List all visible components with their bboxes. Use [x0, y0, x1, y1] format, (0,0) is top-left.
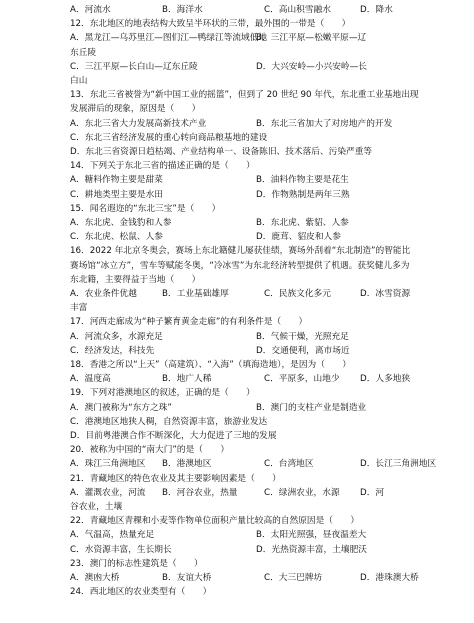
answer-option: D．大兴安岭—小兴安岭—长	[256, 62, 367, 72]
answer-option: B．工业基础雄厚	[162, 289, 229, 299]
answer-option: A．澳门被称为“东方之珠”	[70, 403, 172, 413]
answer-option: D．港珠澳大桥	[360, 573, 419, 583]
options-row	[70, 189, 444, 201]
answer-option: A．澳凼大桥	[70, 573, 120, 583]
question-line: 22．青藏地区青稞和小麦等作物单位面积产量比较高的自然原因是（ ）	[70, 516, 360, 526]
answer-option: B．澳门的支柱产业是制造业	[256, 403, 367, 413]
answer-option: D．人多地狭	[360, 374, 411, 384]
options-row	[70, 544, 444, 556]
options-row	[70, 331, 444, 343]
answer-option: A．东北虎、金钱豹和人参	[70, 218, 172, 228]
question-line: 东北籍，主要得益于当地（ ）	[70, 275, 201, 285]
answer-option: A．珠江三角洲地区	[70, 459, 146, 469]
question-line: 白山	[70, 76, 88, 86]
question-line: 丰富	[70, 303, 88, 313]
answer-option: A．温度高	[70, 374, 111, 384]
answer-option: D．作物熟制是两年三熟	[256, 190, 350, 200]
options-row	[70, 118, 444, 130]
answer-option: D．长江三角洲地区	[360, 459, 437, 469]
question-line: 13．东北三省被誉为“新中国工业的摇篮”，但到了 20 世纪 90 年代，东北重工业基地出现	[70, 90, 419, 100]
answer-option: B．地广人稀	[162, 374, 212, 384]
question-line: 17．河西走廊成为“种子繁育黄金走廊”的有利条件是（ ）	[70, 317, 308, 327]
question-line: C．东北三省经济发展的重心转向商品粮基地的建设	[70, 133, 268, 143]
answer-option: C．经济发达，科技先	[70, 346, 155, 356]
options-row	[70, 174, 444, 186]
answer-option: C．大三巴牌坊	[264, 573, 323, 583]
answer-option: B．气候干燥，光照充足	[256, 332, 349, 342]
options-row	[70, 402, 444, 414]
answer-option: B．油料作物主要是花生	[256, 175, 349, 185]
answer-option: C．绿洲农业，水源	[264, 488, 340, 498]
answer-option: B．友谊大桥	[162, 573, 212, 583]
answer-option: B．东北三省加大了对房地产的开发	[256, 119, 393, 129]
answer-option: C．东北虎、松鼠、人参	[70, 232, 163, 242]
options-row	[70, 373, 444, 385]
answer-option: B．港澳地区	[162, 459, 212, 469]
answer-option: C．三江平原—长白山—辽东丘陵	[70, 62, 198, 72]
options-row	[70, 61, 444, 73]
options-row	[70, 572, 444, 584]
answer-option: B．太阳光照强，昼夜温差大	[256, 530, 367, 540]
answer-option: C．平原多，山地少	[264, 374, 340, 384]
question-line: 16．2022 年北京冬奥会，赛场上东北籍健儿屡获佳绩，赛场外刮着“东北制造”的智能比	[70, 246, 411, 256]
question-line: 12．东北地区的地表结构大致呈半环状的三带，最外围的一带是（ ）	[70, 19, 351, 29]
options-row	[70, 487, 444, 499]
answer-option: D．冰雪资源	[360, 289, 411, 299]
question-line: 东丘陵	[70, 48, 97, 58]
question-line: 19．下列对港澳地区的叙述，正确的是（ ）	[70, 388, 255, 398]
question-line: 赛场馆“冰立方”，雪车等赋能冬奥，“冷冰雪”为东北经济转型提供了机遇。获奖健儿多为	[70, 261, 410, 271]
options-row	[70, 4, 444, 16]
answer-option: D．交通便利，离市场近	[256, 346, 350, 356]
question-line: 谷农业，土壤	[70, 502, 123, 512]
question-line: C．港澳地区地狭人稠，自然资源丰富，旅游业发达	[70, 417, 268, 427]
answer-option: C．水资源丰富，生长期长	[70, 545, 172, 555]
options-row	[70, 32, 444, 44]
answer-option: B．三江平原—松嫩平原—辽	[256, 33, 367, 43]
options-row	[70, 345, 444, 357]
answer-option: C．高山积雪融水	[264, 5, 331, 15]
answer-option: A．黑龙江—乌苏里江—图们江—鸭绿江等流域低地	[70, 33, 268, 43]
answer-option: B．东北虎、紫貂、人参	[256, 218, 349, 228]
question-line: 15．闻名遐迩的“东北三宝”是（ ）	[70, 204, 221, 214]
answer-option: A．河流众多，水源充足	[70, 332, 163, 342]
answer-option: A．农业条件优越	[70, 289, 137, 299]
answer-option: C．耕地类型主要是水田	[70, 190, 163, 200]
answer-option: A．灌溉农业，河流	[70, 488, 146, 498]
answer-option: D．河	[360, 488, 385, 498]
answer-option: A．糖料作物主要是甜菜	[70, 175, 163, 185]
options-row	[70, 231, 444, 243]
answer-option: D．鹿茸、貂皮和人参	[256, 232, 341, 242]
options-row	[70, 217, 444, 229]
question-line: 14．下列关于东北三省的描述正确的是（ ）	[70, 161, 255, 171]
answer-option: D．降水	[360, 5, 393, 15]
question-line: D．目前粤港澳合作不断深化，大力促进了三地的发展	[70, 431, 277, 441]
answer-option: A．气温高，热量充足	[70, 530, 155, 540]
question-line: 23．澳门的标志性建筑是（ ）	[70, 559, 203, 569]
question-line: 发展滞后的现象，原因是（ ）	[70, 104, 201, 114]
answer-option: B．海洋水	[162, 5, 203, 15]
answer-option: B．河谷农业，热量	[162, 488, 238, 498]
options-row	[70, 458, 444, 470]
question-line: D．东北三省资源日趋枯竭、产业结构单一、设备陈旧、技术落后、污染严重等	[70, 147, 373, 157]
options-row	[70, 529, 444, 541]
options-row	[70, 288, 444, 300]
question-line: 21．青藏地区的特色农业及其主要影响因素是（ ）	[70, 474, 281, 484]
answer-option: C．台湾地区	[264, 459, 314, 469]
question-line: 20．被称为中国的“南大门”的是（ ）	[70, 445, 230, 455]
answer-option: A．河流水	[70, 5, 111, 15]
answer-option: A．东北三省大力发展高新技术产业	[70, 119, 207, 129]
question-line: 24．西北地区的农业类型有（ ）	[70, 587, 212, 597]
answer-option: C．民族文化多元	[264, 289, 331, 299]
answer-option: D．光热资源丰富，土壤肥沃	[256, 545, 367, 555]
question-line: 18．香港之所以“上天”（高建筑）、“入海”（填海造地），是因为（ ）	[70, 360, 351, 370]
